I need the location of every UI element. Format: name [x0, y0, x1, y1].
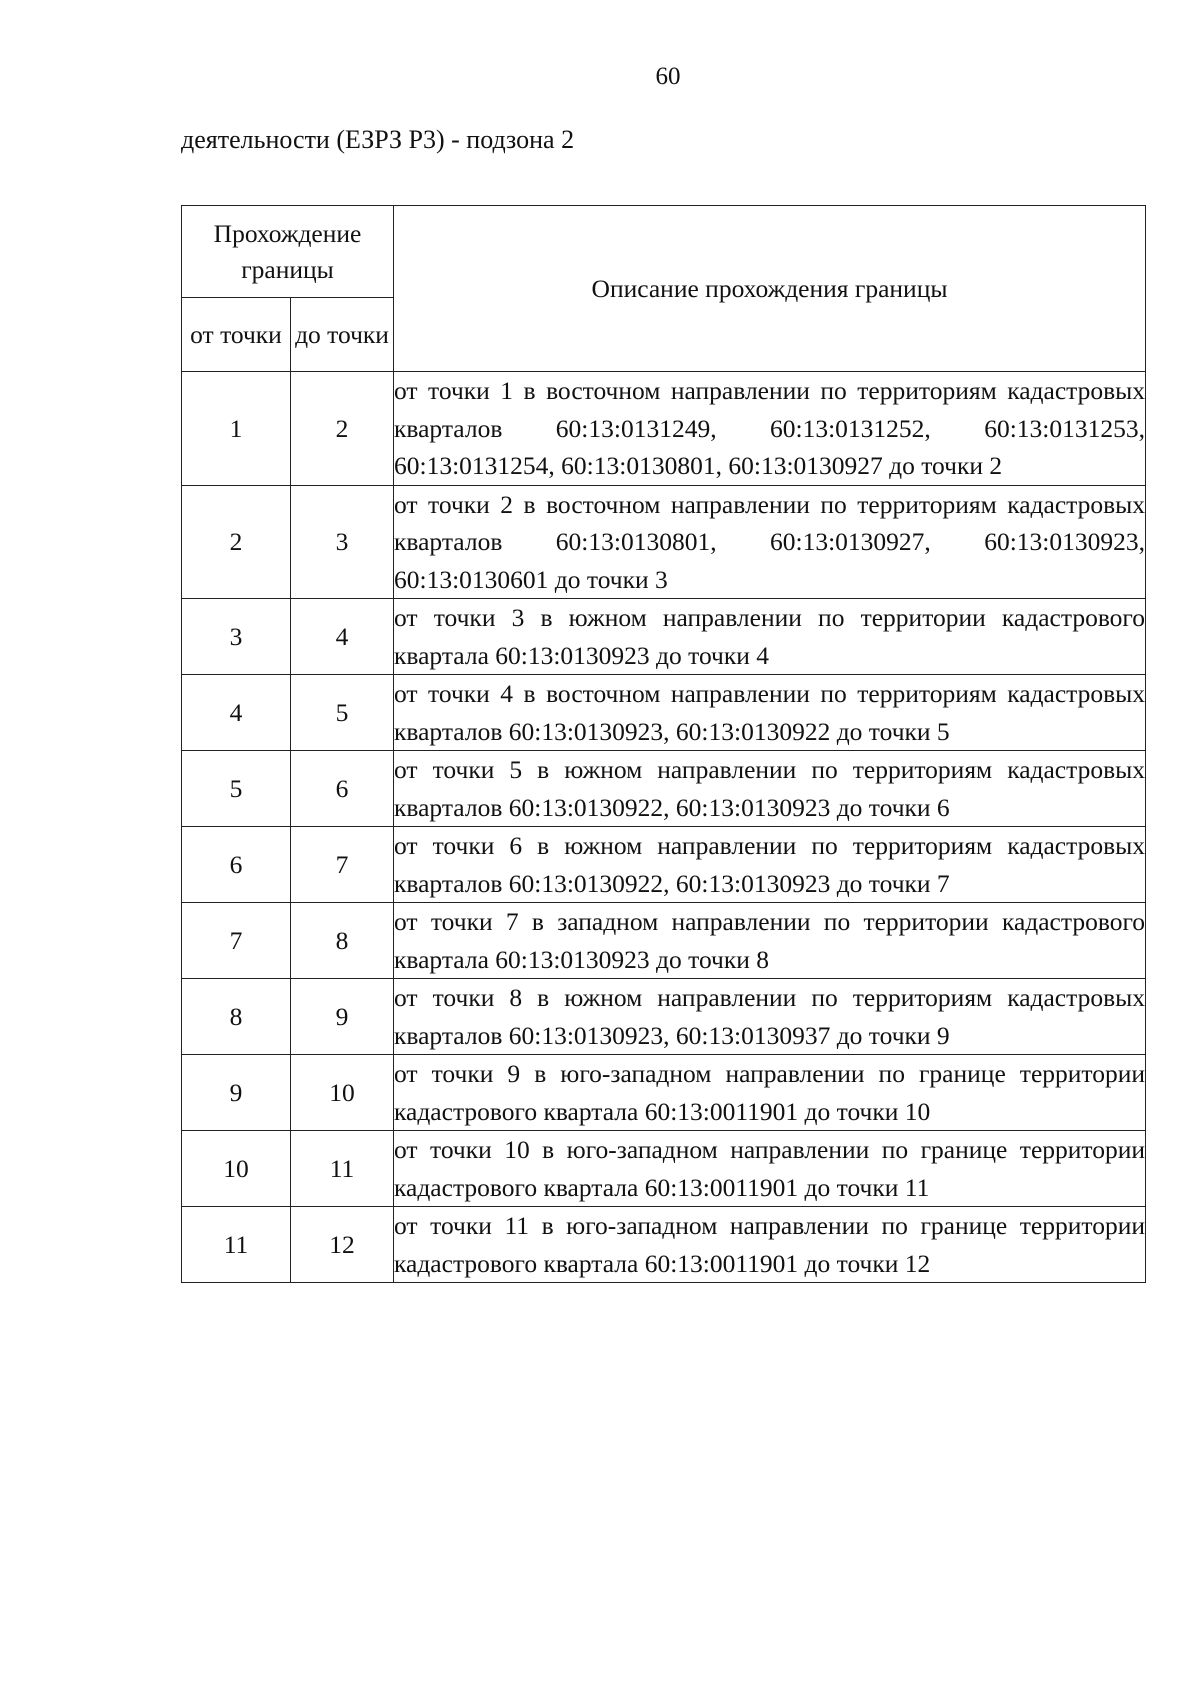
- table-row: [182, 751, 1146, 827]
- cell-to: 2: [291, 372, 394, 486]
- cell-to: 12: [291, 1207, 394, 1283]
- cell-description: от точки 11 в юго-западном направлении по границе территории кадастрового квартала 60:13:0011901 до точки 12: [394, 1207, 1146, 1283]
- cell-description: от точки 5 в южном направлении по территориям кадастровых кварталов 60:13:0130922, 60:13:0130923 до точки 6: [394, 751, 1146, 827]
- table-row: [182, 675, 1146, 751]
- table-row: [182, 1131, 1146, 1207]
- cell-description: от точки 1 в восточном направлении по территориям кадастровых кварталов 60:13:0131249, 60:13:0131252, 60:13:0131253, 60:13:0131254, 60:13:0130801, 60:13:0130927 до точки 2: [394, 372, 1146, 486]
- cell-description: от точки 8 в южном направлении по территориям кадастровых кварталов 60:13:0130923, 60:13:0130937 до точки 9: [394, 979, 1146, 1055]
- cell-from: 2: [182, 485, 291, 599]
- cell-from: 3: [182, 599, 291, 675]
- cell-from: 11: [182, 1207, 291, 1283]
- cell-to: 6: [291, 751, 394, 827]
- table-row: [182, 903, 1146, 979]
- cell-description: от точки 6 в южном направлении по территориям кадастровых кварталов 60:13:0130922, 60:13:0130923 до точки 7: [394, 827, 1146, 903]
- cell-to: 5: [291, 675, 394, 751]
- cell-description: от точки 2 в восточном направлении по территориям кадастровых кварталов 60:13:0130801, 60:13:0130927, 60:13:0130923, 60:13:0130601 до точки 3: [394, 485, 1146, 599]
- cell-from: 8: [182, 979, 291, 1055]
- table-row: [182, 485, 1146, 599]
- cell-from: 7: [182, 903, 291, 979]
- table-row: [182, 372, 1146, 486]
- table-row: [182, 979, 1146, 1055]
- cell-from: 6: [182, 827, 291, 903]
- cell-to: 3: [291, 485, 394, 599]
- table-header: [182, 206, 1146, 372]
- cell-from: 5: [182, 751, 291, 827]
- table-body: [182, 372, 1146, 1283]
- header-from-point: от точки: [182, 298, 291, 372]
- cell-from: 4: [182, 675, 291, 751]
- boundary-table: [181, 205, 1146, 1283]
- cell-from: 1: [182, 372, 291, 486]
- cell-to: 7: [291, 827, 394, 903]
- table-row: [182, 827, 1146, 903]
- cell-to: 11: [291, 1131, 394, 1207]
- cell-description: от точки 7 в западном направлении по территории кадастрового квартала 60:13:0130923 до точки 8: [394, 903, 1146, 979]
- cell-from: 9: [182, 1055, 291, 1131]
- page-number: 60: [655, 63, 681, 90]
- cell-description: от точки 3 в южном направлении по территории кадастрового квартала 60:13:0130923 до точки 4: [394, 599, 1146, 675]
- header-boundary-passage: Прохождение границы: [182, 206, 394, 298]
- cell-description: от точки 9 в юго-западном направлении по границе территории кадастрового квартала 60:13:0011901 до точки 10: [394, 1055, 1146, 1131]
- cell-description: от точки 10 в юго-западном направлении по границе территории кадастрового квартала 60:13:0011901 до точки 11: [394, 1131, 1146, 1207]
- cell-to: 10: [291, 1055, 394, 1131]
- header-description: Описание прохождения границы: [394, 206, 1146, 372]
- cell-to: 4: [291, 599, 394, 675]
- section-heading: деятельности (ЕЗРЗ Р3) - подзона 2: [181, 125, 575, 154]
- header-to-point: до точки: [291, 298, 394, 372]
- cell-description: от точки 4 в восточном направлении по территориям кадастровых кварталов 60:13:0130923, 60:13:0130922 до точки 5: [394, 675, 1146, 751]
- cell-from: 10: [182, 1131, 291, 1207]
- cell-to: 8: [291, 903, 394, 979]
- table-row: [182, 599, 1146, 675]
- table-row: [182, 1207, 1146, 1283]
- table-row: [182, 1055, 1146, 1131]
- cell-to: 9: [291, 979, 394, 1055]
